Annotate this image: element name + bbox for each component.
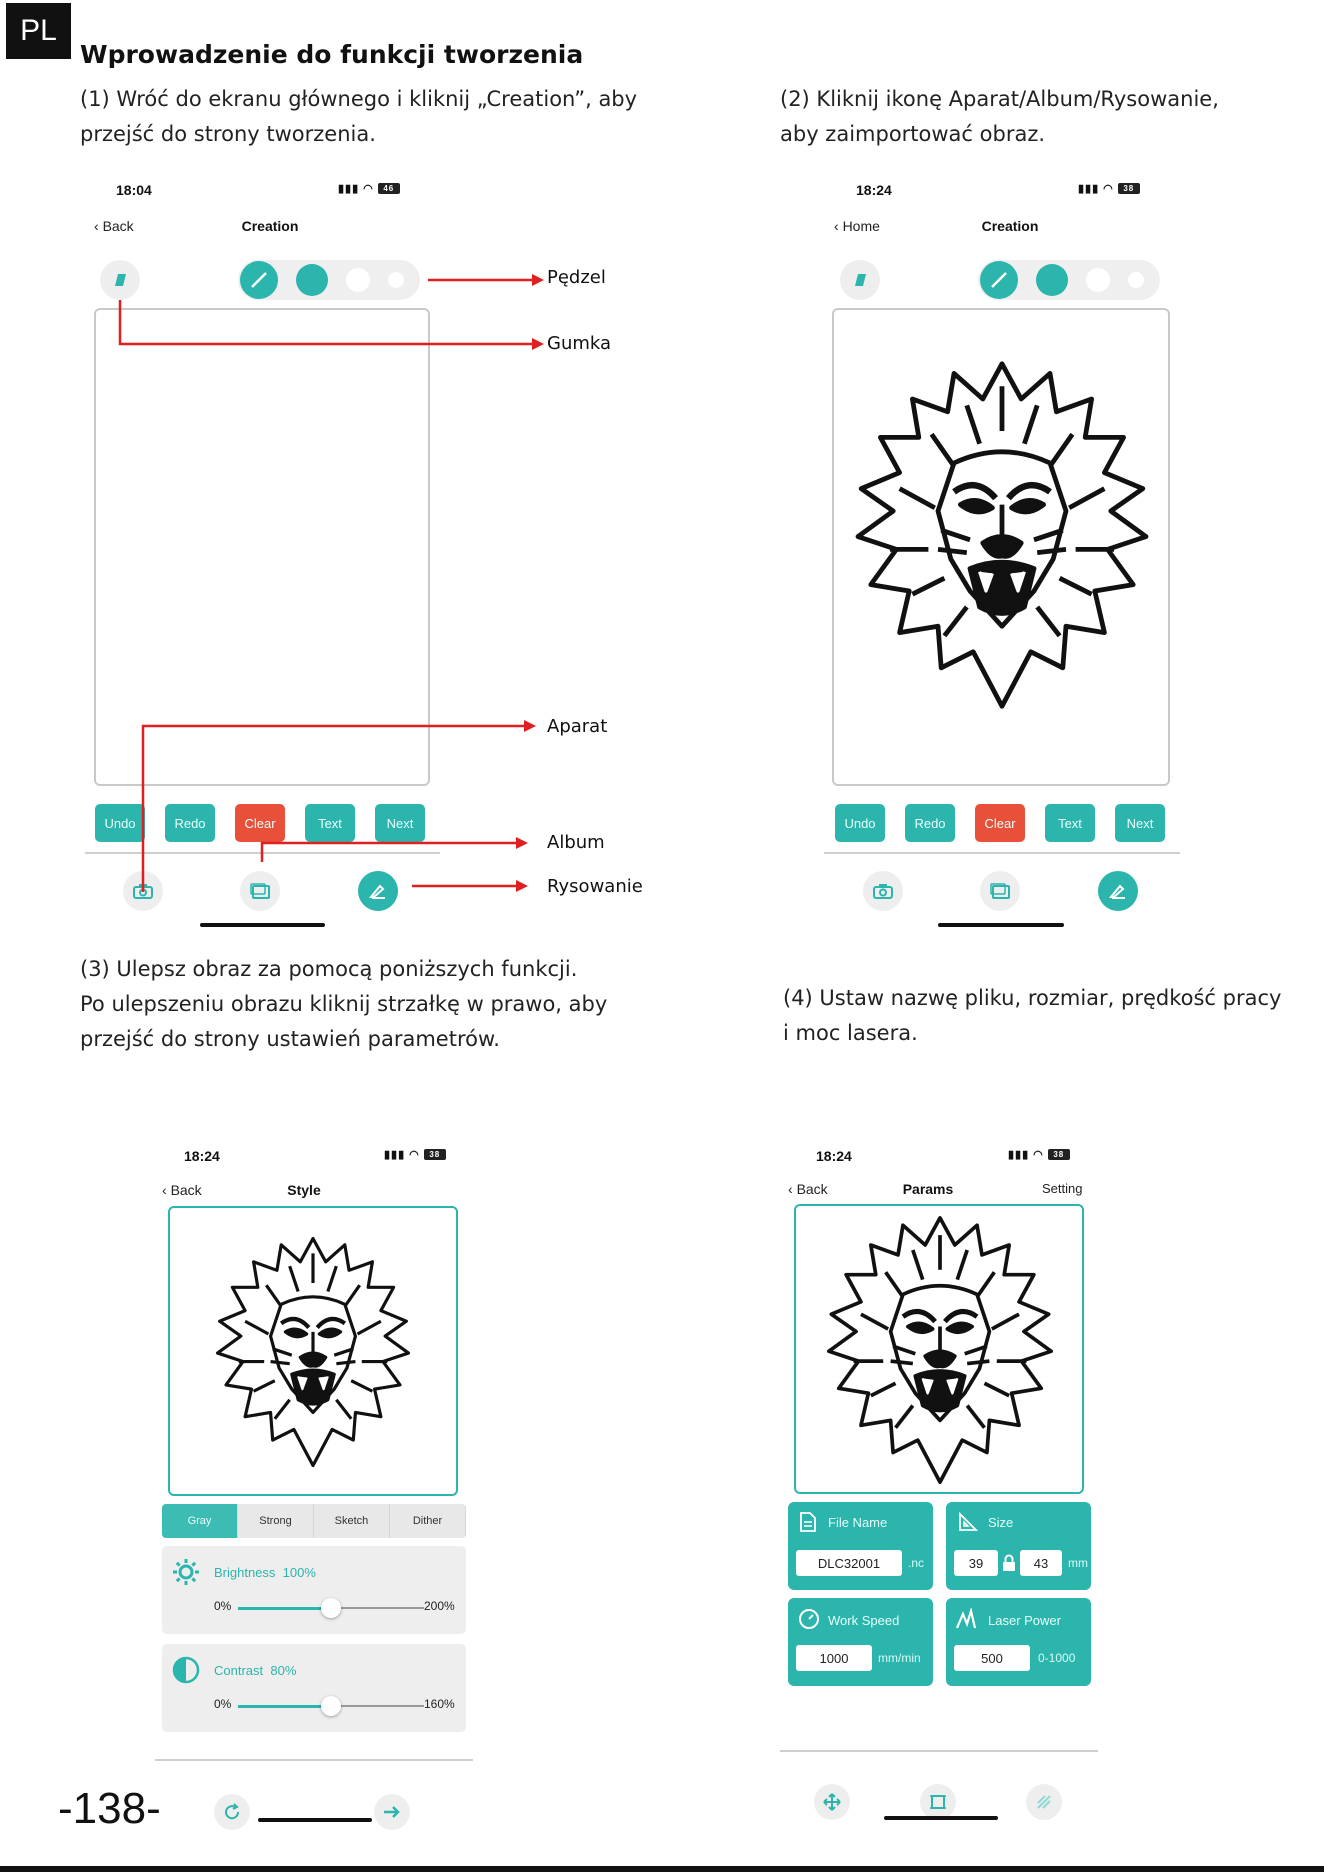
- page-title: Wprowadzenie do funkcji tworzenia: [80, 40, 584, 69]
- home-indicator: [884, 1816, 998, 1820]
- back-button[interactable]: [788, 1181, 828, 1197]
- home-indicator: [258, 1818, 372, 1822]
- drawing-canvas[interactable]: [832, 308, 1170, 786]
- frame-button[interactable]: [920, 1784, 956, 1820]
- size-unit: mm: [1068, 1556, 1088, 1570]
- reset-button[interactable]: [214, 1794, 250, 1830]
- nav-title: Params: [902, 1181, 954, 1197]
- next-arrow-button[interactable]: [374, 1794, 410, 1830]
- brush-size-picker[interactable]: [978, 260, 1160, 300]
- page-number: -138-: [58, 1784, 161, 1833]
- battery-icon: 38: [1118, 183, 1140, 194]
- lion-image: [806, 1208, 1074, 1492]
- laser-power-range: 0-1000: [1038, 1651, 1076, 1665]
- status-icons: [384, 1148, 446, 1161]
- divider: [824, 852, 1180, 854]
- contrast-min: 0%: [214, 1697, 232, 1711]
- work-speed-card: [788, 1598, 933, 1686]
- next-button[interactable]: Next: [375, 804, 425, 842]
- arrowhead-album: [516, 837, 528, 849]
- contrast-max: 160%: [424, 1697, 455, 1711]
- signal-icon: ▮▮▮: [338, 183, 360, 195]
- battery-icon: 38: [424, 1149, 446, 1160]
- contrast-label: Contrast: [214, 1663, 264, 1678]
- contrast-value: 80%: [270, 1663, 297, 1678]
- drawing-icon: [1108, 881, 1128, 901]
- arrow-eraser: [120, 300, 536, 344]
- annotation-drawing: Rysowanie: [547, 876, 643, 897]
- redo-button[interactable]: Redo: [165, 804, 215, 842]
- file-extension: .nc: [908, 1556, 925, 1570]
- sun-icon: [172, 1558, 200, 1586]
- back-label: Back: [796, 1181, 828, 1197]
- tab-sketch[interactable]: Sketch: [314, 1504, 390, 1538]
- signal-icon: ▮▮▮: [1008, 1149, 1030, 1161]
- contrast-card: [162, 1644, 466, 1732]
- image-preview: [794, 1204, 1084, 1494]
- brightness-min: 0%: [214, 1599, 232, 1613]
- chevron-left-icon: ‹: [834, 218, 843, 234]
- laser-power-card: [946, 1598, 1091, 1686]
- camera-button[interactable]: [863, 871, 903, 911]
- step-1-line-2: przejść do strony tworzenia.: [80, 122, 376, 146]
- arrowhead-camera: [524, 720, 536, 732]
- brightness-label: Brightness: [214, 1565, 276, 1580]
- tab-dither[interactable]: Dither: [390, 1504, 466, 1538]
- language-badge: PL: [6, 3, 71, 59]
- step-2-line-1: (2) Kliknij ikonę Aparat/Album/Rysowanie,: [780, 87, 1219, 111]
- step-3-line-1: (3) Ulepsz obraz za pomocą poniższych funkcji.: [80, 957, 578, 981]
- arrow-right-icon: [383, 1805, 401, 1819]
- arrowhead-eraser: [532, 338, 544, 350]
- refresh-icon: [223, 1803, 241, 1821]
- annotation-brush: Pędzel: [547, 267, 606, 288]
- home-indicator: [938, 923, 1064, 927]
- size-height-input[interactable]: 43: [1020, 1550, 1062, 1576]
- contrast-track-rest: [331, 1705, 424, 1707]
- contrast-title: [214, 1663, 296, 1678]
- frame-icon: [929, 1793, 947, 1811]
- image-preview: [168, 1206, 458, 1496]
- back-button[interactable]: [162, 1182, 202, 1198]
- brightness-card: [162, 1546, 466, 1634]
- home-button[interactable]: [834, 218, 880, 234]
- file-icon: [800, 1512, 816, 1532]
- file-name-label: File Name: [828, 1515, 888, 1530]
- wifi-icon: ◠: [363, 183, 374, 195]
- work-speed-label: Work Speed: [828, 1613, 900, 1628]
- power-wave-icon: [956, 1608, 980, 1630]
- undo-button[interactable]: Undo: [95, 804, 145, 842]
- text-button[interactable]: Text: [1045, 804, 1095, 842]
- engrave-button[interactable]: [1026, 1784, 1062, 1820]
- status-time: 18:24: [856, 182, 892, 198]
- status-time: 18:04: [116, 182, 152, 198]
- step-2-line-2: aby zaimportować obraz.: [780, 122, 1046, 146]
- brightness-track-rest: [331, 1607, 424, 1609]
- signal-icon: ▮▮▮: [384, 1149, 406, 1161]
- annotation-eraser: Gumka: [547, 333, 612, 354]
- clear-button[interactable]: Clear: [235, 804, 285, 842]
- brightness-value: 100%: [282, 1565, 316, 1580]
- wifi-icon: ◠: [1103, 183, 1114, 195]
- arrow-album: [262, 843, 520, 862]
- work-speed-input[interactable]: 1000: [796, 1645, 872, 1671]
- size-card: [946, 1502, 1091, 1590]
- lion-image: [205, 1230, 421, 1474]
- bottom-rule: [0, 1866, 1324, 1872]
- back-label: Back: [102, 218, 134, 234]
- step-1-line-1: (1) Wróć do ekranu głównego i kliknij „Creation”, aby: [80, 87, 638, 111]
- speedometer-icon: [798, 1608, 820, 1630]
- clear-button[interactable]: Clear: [975, 804, 1025, 842]
- status-icons: [1008, 1148, 1070, 1161]
- annotation-album: Album: [547, 832, 605, 853]
- laser-power-label: Laser Power: [988, 1613, 1061, 1628]
- contrast-track-fill: [238, 1705, 331, 1708]
- drawing-button[interactable]: [1098, 871, 1138, 911]
- arrowhead-brush: [532, 274, 544, 286]
- battery-icon: 38: [1048, 1149, 1070, 1160]
- text-button[interactable]: Text: [305, 804, 355, 842]
- size-label: Size: [988, 1515, 1014, 1530]
- contrast-knob[interactable]: [321, 1696, 341, 1716]
- album-button[interactable]: [980, 871, 1020, 911]
- camera-icon: [873, 883, 893, 899]
- wifi-icon: ◠: [409, 1149, 420, 1161]
- brightness-title: [214, 1565, 316, 1580]
- nav-title: Style: [287, 1182, 321, 1198]
- ruler-triangle-icon: [958, 1512, 978, 1532]
- phone-params: [778, 1140, 1118, 1830]
- lion-image: [842, 350, 1162, 720]
- eraser-button[interactable]: [840, 260, 880, 300]
- redo-button[interactable]: Redo: [905, 804, 955, 842]
- move-icon: [823, 1793, 841, 1811]
- laser-engrave-icon: [1035, 1793, 1053, 1811]
- step-3-line-2: Po ulepszeniu obrazu kliknij strzałkę w prawo, aby: [80, 992, 608, 1016]
- annotation-camera: Aparat: [547, 716, 608, 737]
- divider: [155, 1759, 473, 1761]
- arrowhead-drawing: [516, 880, 528, 892]
- size-width-input[interactable]: 39: [954, 1550, 998, 1576]
- file-name-card: [788, 1502, 933, 1590]
- chevron-left-icon: ‹: [94, 218, 103, 234]
- next-button[interactable]: Next: [1115, 804, 1165, 842]
- tab-strong[interactable]: Strong: [238, 1504, 314, 1538]
- divider: [780, 1750, 1098, 1752]
- brush-size-medium[interactable]: [1086, 268, 1110, 292]
- status-icons: [1078, 182, 1140, 195]
- wifi-icon: ◠: [1033, 1149, 1044, 1161]
- work-speed-unit: mm/min: [878, 1651, 921, 1665]
- phone-style: [150, 1140, 490, 1830]
- brightness-track-fill: [238, 1607, 331, 1610]
- nav-title: Creation: [241, 218, 299, 234]
- contrast-slider[interactable]: [238, 1696, 424, 1716]
- chevron-left-icon: ‹: [788, 1181, 797, 1197]
- nav-title: Creation: [981, 218, 1039, 234]
- step-4-line-1: (4) Ustaw nazwę pliku, rozmiar, prędkość pracy: [783, 986, 1282, 1010]
- brush-size-small[interactable]: [1128, 272, 1144, 288]
- laser-power-input[interactable]: 500: [954, 1645, 1030, 1671]
- eraser-icon: [851, 271, 869, 289]
- brightness-max: 200%: [424, 1599, 455, 1613]
- brightness-knob[interactable]: [321, 1598, 341, 1618]
- step-3-line-3: przejść do strony ustawień parametrów.: [80, 1027, 500, 1051]
- chevron-left-icon: ‹: [162, 1182, 171, 1198]
- back-label: Back: [170, 1182, 202, 1198]
- lock-icon[interactable]: [1002, 1554, 1016, 1572]
- move-button[interactable]: [814, 1784, 850, 1820]
- signal-icon: ▮▮▮: [1078, 183, 1100, 195]
- arrow-camera: [143, 726, 528, 892]
- battery-icon: 46: [378, 183, 400, 194]
- album-icon: [990, 883, 1010, 899]
- step-4-line-2: i moc lasera.: [783, 1021, 918, 1045]
- pen-icon: [980, 261, 1018, 299]
- brush-size-large[interactable]: [1036, 264, 1068, 296]
- status-time: 18:24: [816, 1148, 852, 1164]
- tab-gray[interactable]: Gray: [162, 1504, 238, 1538]
- undo-button[interactable]: Undo: [835, 804, 885, 842]
- contrast-icon: [172, 1656, 200, 1684]
- style-tabs: [162, 1504, 466, 1538]
- phone-creation-image: [820, 170, 1220, 940]
- brush-pen-button[interactable]: [980, 261, 1018, 299]
- brightness-slider[interactable]: [238, 1598, 424, 1618]
- status-time: 18:24: [184, 1148, 220, 1164]
- setting-button[interactable]: Setting: [1042, 1181, 1083, 1196]
- file-name-input[interactable]: DLC32001: [796, 1550, 902, 1576]
- back-label: Home: [842, 218, 880, 234]
